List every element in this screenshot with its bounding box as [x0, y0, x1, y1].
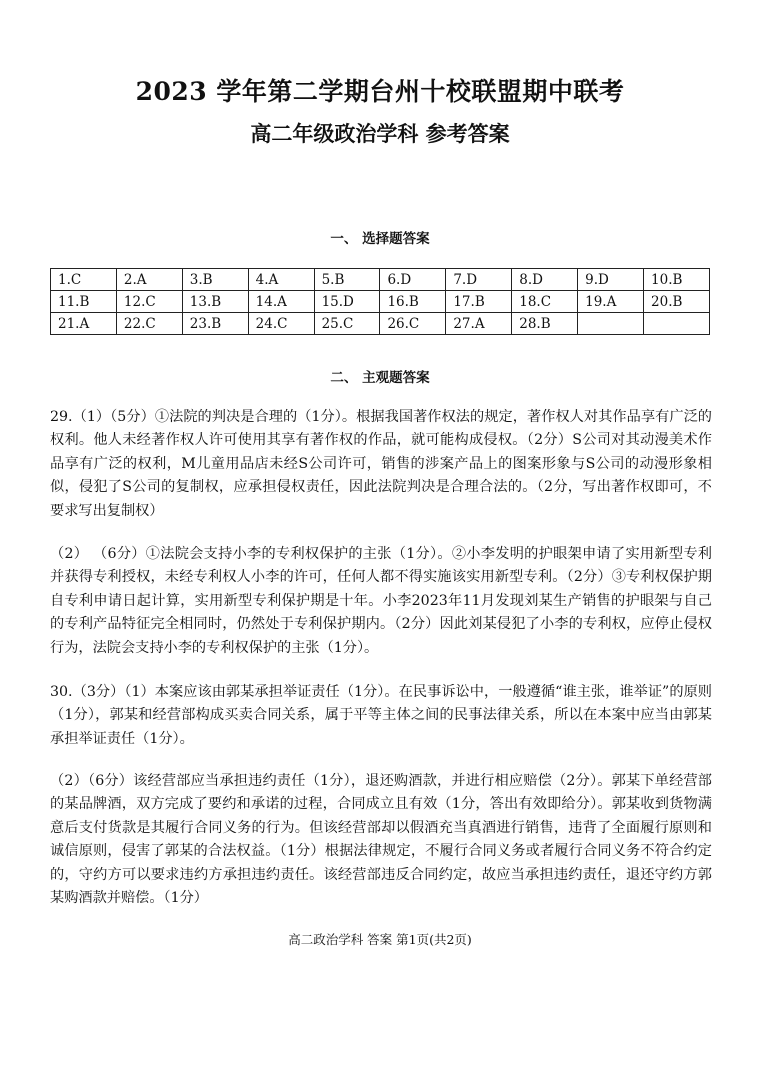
answer-paragraph-30-1: 30.（3分）（1）本案应该由郭某承担举证责任（1分）。在民事诉讼中，一般遵循“谁主张，谁举证”的原则（1分），郭某和经营部构成买卖合同关系，属于平等主体之间的民事法律关系，所以在本案中应当由郭某承担举证责任（1分）。: [50, 684, 712, 747]
answer-cell: 28.B: [512, 313, 578, 335]
answer-paragraph-29-1: 29.（1）（5分）①法院的判决是合理的（1分）。根据我国著作权法的规定，著作权人对其作品享有广泛的权利。他人未经著作权人许可使用其享有著作权的作品，就可能构成侵权。（2分）S公司对其动漫美术作品享有广泛的权利，M儿童用品店未经S公司许可，销售的涉案产品上的图案形象与S公司的动漫形象相似，侵犯了S公司的复制权，应承担侵权责任，因此法院判决是合理合法的。（2分，写出著作权即可，不要求写出复制权）: [50, 409, 712, 519]
answer-cell: 19.A: [578, 291, 644, 313]
answer-cell: 3.B: [182, 269, 248, 291]
answer-cell: [644, 313, 710, 335]
table-row: [51, 313, 710, 335]
answer-cell: 11.B: [51, 291, 117, 313]
answer-cell: 4.A: [248, 269, 314, 291]
answer-paragraph-30-2: （2）（6分）该经营部应当承担违约责任（1分），退还购酒款，并进行相应赔偿（2分）。郭某下单经营部的某品牌酒，双方完成了要约和承诺的过程，合同成立且有效（1分，答出有效即给分）。郭某收到货物满意后支付货款是其履行合同义务的行为。但该经营部却以假酒充当真酒进行销售，违背了全面履行原则和诚信原则，侵害了郭某的合法权益。（1分）根据法律规定，不履行合同义务或者履行合同义务不符合约定的，守约方可以要求违约方承担违约责任。该经营部违反合同约定，故应当承担违约责任，退还守约方郭某购酒款并赔偿。（1分）: [50, 773, 712, 907]
answer-cell: 20.B: [644, 291, 710, 313]
answer-cell: 6.D: [380, 269, 446, 291]
answer-cell: 9.D: [578, 269, 644, 291]
page-footer: 高二政治学科 答案 第1页(共2页): [288, 932, 472, 947]
answer-paragraph-29-2: （2） （6分）①法院会支持小李的专利权保护的主张（1分）。②小李发明的护眼架申请了实用新型专利并获得专利授权，未经专利权人小李的许可，任何人都不得实施该实用新型专利。（2分）③专利权保护期自专利申请日起计算，实用新型专利保护期是十年。小李2023年11月发现刘某生产销售的护眼架与自己的专利产品特征完全相同时，仍然处于专利保护期内。（2分）因此刘某侵犯了小李的专利权，应停止侵权行为，法院会支持小李的专利权保护的主张（1分）。: [50, 546, 712, 656]
page-subtitle: 高二年级政治学科 参考答案: [250, 121, 510, 146]
answer-cell: 10.B: [644, 269, 710, 291]
section-heading-choice: 一、 选择题答案: [330, 231, 430, 247]
section-heading-subjective: 二、 主观题答案: [330, 370, 430, 386]
answer-cell: 24.C: [248, 313, 314, 335]
answer-cell: 15.D: [314, 291, 380, 313]
answer-cell: 25.C: [314, 313, 380, 335]
answer-cell: 5.B: [314, 269, 380, 291]
answer-cell: 17.B: [446, 291, 512, 313]
answer-cell: 21.A: [51, 313, 117, 335]
answer-cell: 8.D: [512, 269, 578, 291]
answer-cell: 1.C: [51, 269, 117, 291]
answer-cell: [578, 313, 644, 335]
answer-cell: 16.B: [380, 291, 446, 313]
answer-cell: 27.A: [446, 313, 512, 335]
answer-cell: 2.A: [116, 269, 182, 291]
choice-answer-table: [50, 268, 710, 335]
answer-cell: 23.B: [182, 313, 248, 335]
answer-cell: 14.A: [248, 291, 314, 313]
answer-cell: 12.C: [116, 291, 182, 313]
page-title: 2023 学年第二学期台州十校联盟期中联考: [135, 77, 625, 106]
table-row: [51, 269, 710, 291]
answer-cell: 22.C: [116, 313, 182, 335]
answer-cell: 18.C: [512, 291, 578, 313]
table-row: [51, 291, 710, 313]
answer-cell: 13.B: [182, 291, 248, 313]
answer-cell: 7.D: [446, 269, 512, 291]
answer-cell: 26.C: [380, 313, 446, 335]
